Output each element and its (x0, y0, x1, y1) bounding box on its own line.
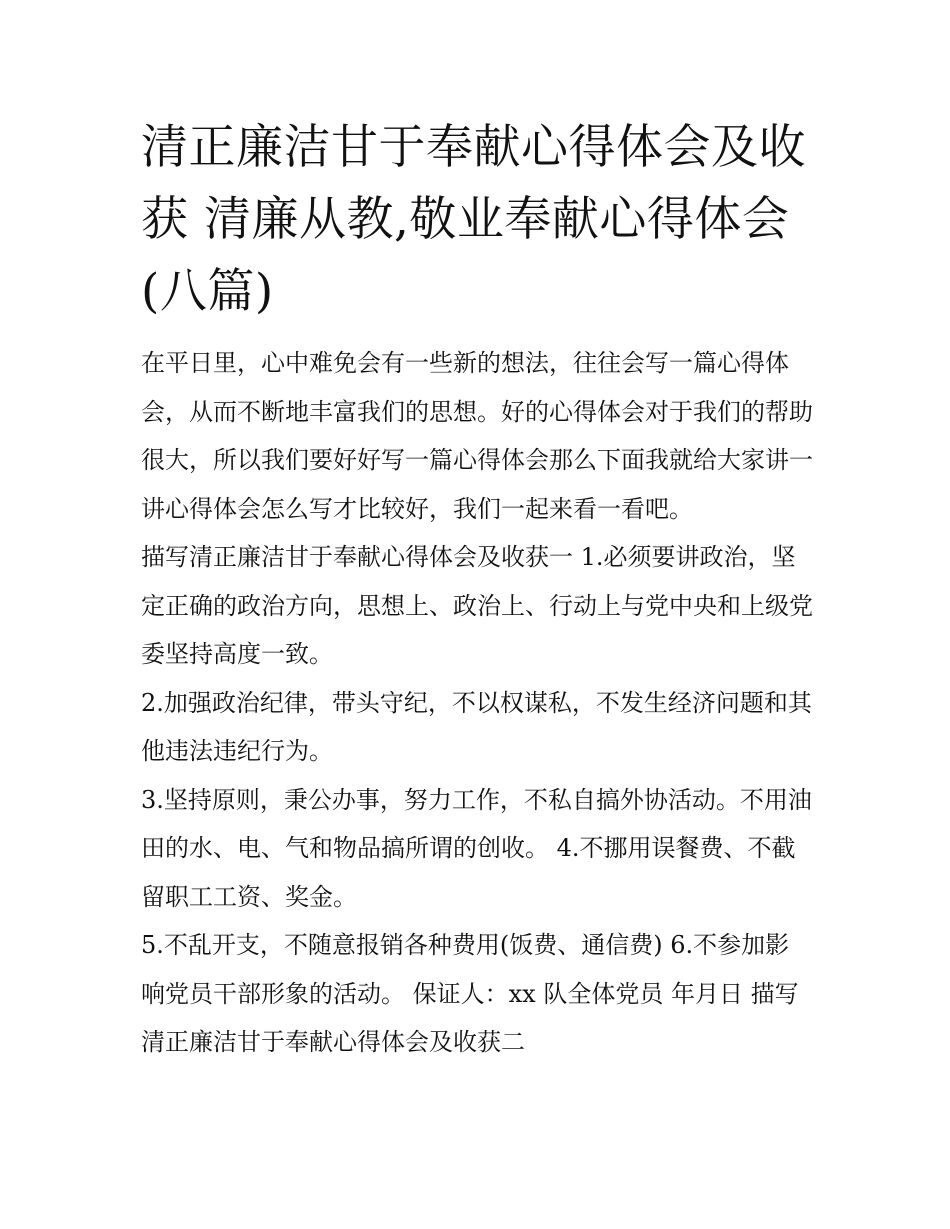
paragraph-intro: 在平日里，心中难免会有一些新的想法，往往会写一篇心得体会，从而不断地丰富我们的思想。好的心得体会对于我们的帮助很大，所以我们要好好写一篇心得体会那么下面我就给大家讲一讲心得体会怎么写才比较好，我们一起来看一看吧。 (141, 349, 813, 523)
paragraph-section-one: 描写清正廉洁甘于奉献心得体会及收获一 1.必须要讲政治，坚定正确的政治方向，思想上、政治上、行动上与党中央和上级党委坚持高度一致。 (141, 543, 813, 668)
paragraph-item-2: 2.加强政治纪律，带头守纪，不以权谋私，不发生经济问题和其他违法违纪行为。 (141, 688, 812, 765)
document-title: 清正廉洁甘于奉献心得体会及收获 清廉从教,敬业奉献心得体会(八篇) (141, 120, 806, 319)
document-page (141, 112, 813, 1067)
paragraph-item-3-4: 3.坚持原则，秉公办事，努力工作，不私自搞外协活动。不用油田的水、电、气和物品搞所谓的创收。 4.不挪用误餐费、不截留职工工资、奖金。 (141, 785, 812, 911)
paragraph-item-5-6: 5.不乱开支，不随意报销各种费用(饭费、通信费) 6.不参加影响党员干部形象的活动。 保证人：xx 队全体党员 年月日 描写清正廉洁甘于奉献心得体会及收获二 (141, 931, 799, 1056)
document-body (141, 339, 813, 1067)
